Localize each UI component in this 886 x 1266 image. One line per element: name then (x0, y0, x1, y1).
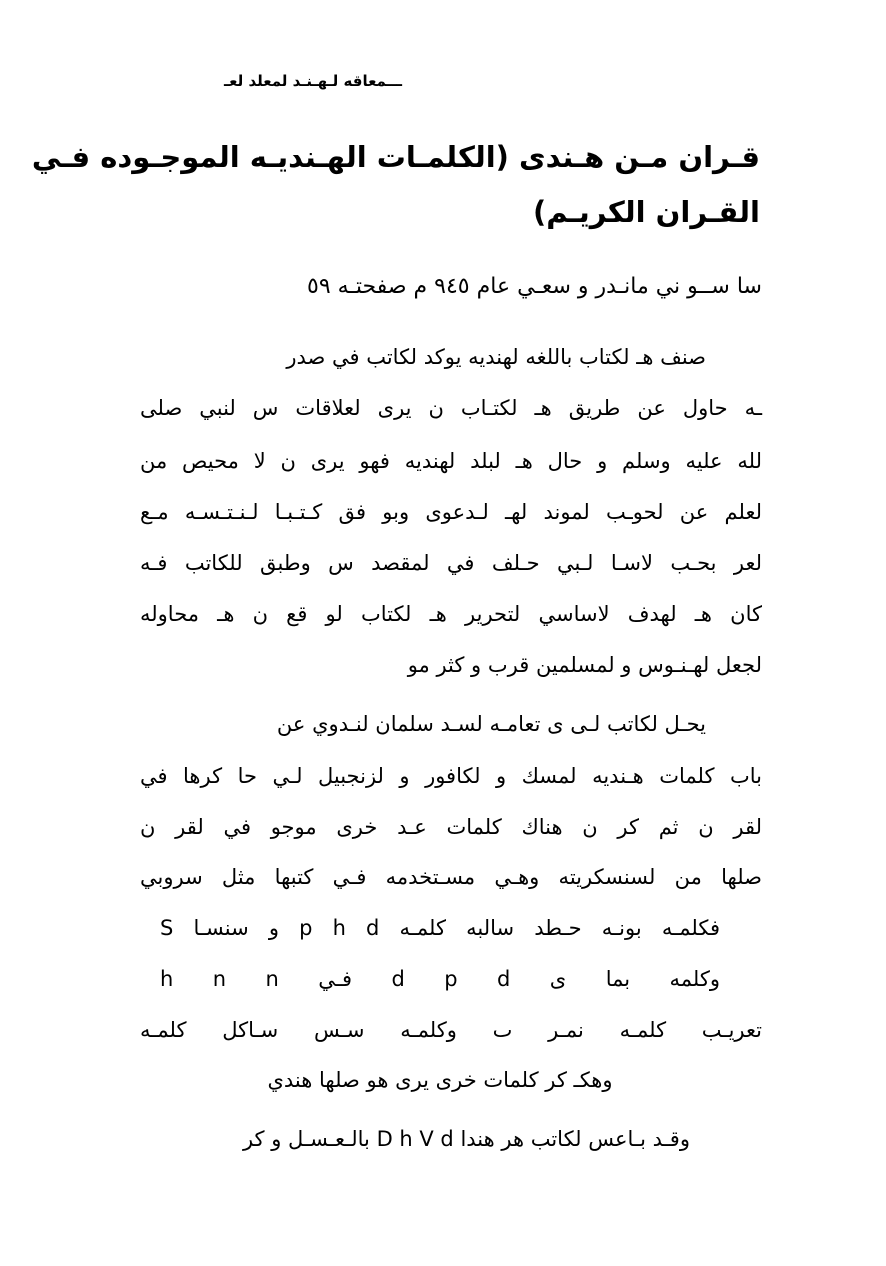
body-line: وكلمه بما ى d p d فـي h n n (160, 967, 721, 991)
title-line-1: قـران مـن هـندى (الكلمـات الهـنديـه الموجـوده فـي (31, 140, 760, 174)
running-header: ـــمعاقه لـهـنـد لمعلد لعـ (224, 72, 402, 90)
body-line: كان هـ لهدف لاساسي لتحرير هـ لكتاب لو قع ن هـ محاوله (140, 602, 762, 626)
body-line: وهكـ كر كلمات خرى يرى هو صلها هندي (267, 1068, 613, 1092)
body-line: S و سنسـا p h d فكلمـه بونـه حـطد سالبه كلمـه (160, 916, 720, 940)
body-line: لقر ن ثم كر ن هناك كلمات عـد خرى موجو في لقر ن (140, 815, 762, 839)
body-line: لجعل لهـنـوس و لمسلمين قرب و كثر مو (407, 653, 762, 677)
title-line-2: القـران الكريـم) (533, 195, 760, 229)
body-line: لعر بحـب لاسـا لـبي حـلف في لمقصد س وطبق للكاتب فـه (140, 551, 762, 575)
body-line: وقـد بـاعس لكاتب هر هندا D h V d بالـعـسـل و كر (242, 1127, 690, 1151)
body-line: لعلم عن لحوـب لموند لهـ لـدعوى وبو فق كـتـبـا لـنـتـسـه مـع (140, 500, 762, 524)
body-line: صنف هـ لكتاب باللغه لهنديه يوكد لكاتب في صدر (286, 345, 706, 369)
body-line: تعريـب كلمـه نمـر ٮ وكلمـه سـس سـاكل كلمـه (140, 1018, 762, 1042)
body-line: باب كلمات هـنديه لمسك و لكافور و لزنجبيل لـي حا كرها في (140, 764, 762, 788)
body-line: يحـل لكاتب لـى ى تعامـه لسـد سلمان لنـدوي عن (276, 712, 706, 736)
body-line: ـه حاول عن طريق هـ لكتـاب ن يرى لعلاقات س لنبي صلى (140, 396, 762, 420)
source-citation: سا ســو ني مانـدر و سعـي عام ٩٤٥ م صفحتـه ٥٩ (307, 274, 762, 299)
body-line: صلها من لسنسكريته وهـي مسـتخدمه فـي كتبها مثل سروبي (140, 865, 762, 889)
body-line: لله عليه وسلم و حال هـ لبلد لهنديه فهو يرى ن لا محيص من (140, 449, 762, 473)
